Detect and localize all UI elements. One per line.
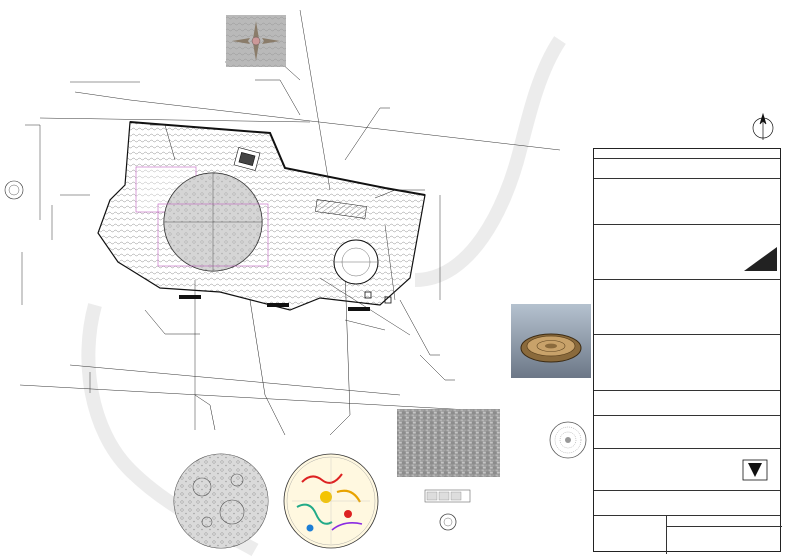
tb-investor xyxy=(594,334,780,390)
tb-content xyxy=(594,490,780,515)
compass-photo xyxy=(226,15,286,67)
loxia-logo xyxy=(744,247,777,271)
tb-sheet-code xyxy=(666,520,677,554)
tb-notice xyxy=(594,279,780,334)
moon-relief-drawing xyxy=(172,452,270,550)
inspirace-heading xyxy=(595,12,611,104)
tb-author xyxy=(594,224,780,279)
stepping-stones-right xyxy=(415,40,560,280)
small-disc-left xyxy=(5,181,23,199)
tb-stage xyxy=(594,390,780,415)
tb-spp xyxy=(594,158,780,178)
mosaic-drawing xyxy=(282,452,380,550)
manhole-cover-drawing xyxy=(548,420,588,460)
tb-project xyxy=(594,178,780,224)
tb-made xyxy=(594,448,780,490)
north-arrow xyxy=(753,114,773,140)
legend-swatch-circle xyxy=(440,514,456,530)
tb-part xyxy=(594,415,780,448)
cobble-photo xyxy=(397,409,500,477)
manhole-render xyxy=(511,304,591,378)
tb-bottom xyxy=(594,515,780,553)
stamp-logo xyxy=(742,459,768,481)
title-block xyxy=(593,148,781,552)
